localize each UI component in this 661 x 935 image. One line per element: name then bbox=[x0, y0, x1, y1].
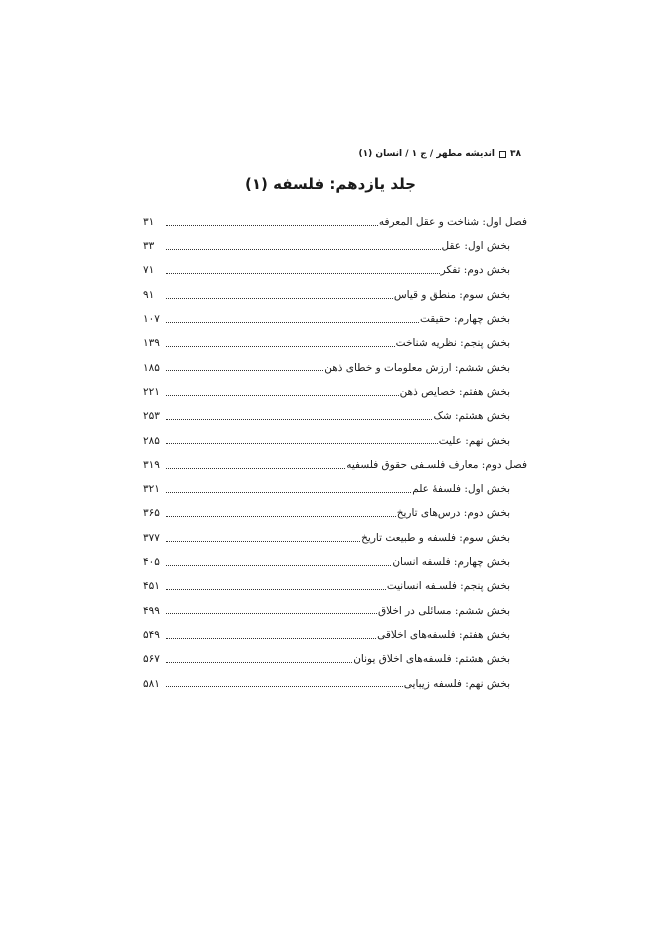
dot-leader bbox=[166, 249, 441, 250]
toc-entry-page-number: ۳۳ bbox=[143, 240, 155, 253]
toc-entry bbox=[143, 550, 527, 574]
dot-leader bbox=[166, 638, 376, 639]
toc-entry bbox=[143, 210, 527, 234]
toc-entry-title: بخش چهارم: حقیقت bbox=[420, 313, 510, 326]
dot-leader bbox=[166, 273, 440, 274]
dot-leader bbox=[166, 662, 352, 663]
toc-entry-title: بخش پنجم: نظریه شناخت bbox=[395, 337, 510, 350]
toc-entry-page-number: ۵۸۱ bbox=[143, 677, 160, 690]
toc-entry-page-number: ۲۵۳ bbox=[143, 410, 160, 423]
dot-leader bbox=[166, 589, 386, 590]
toc-entry bbox=[143, 623, 527, 647]
table-of-contents bbox=[143, 210, 527, 696]
toc-entry bbox=[143, 599, 527, 623]
toc-entry-page-number: ۵۴۹ bbox=[143, 628, 160, 641]
dot-leader bbox=[166, 492, 411, 493]
dot-leader bbox=[166, 541, 360, 542]
toc-entry-page-number: ۱۰۷ bbox=[143, 313, 160, 326]
dot-leader bbox=[166, 225, 378, 226]
toc-entry bbox=[143, 234, 527, 258]
toc-entry-title: بخش نهم: فلسفه زیبایی bbox=[403, 677, 510, 690]
toc-entry-page-number: ۷۱ bbox=[143, 264, 155, 277]
toc-entry bbox=[143, 283, 527, 307]
page-number: ۳۸ bbox=[510, 149, 521, 159]
toc-entry-page-number: ۲۸۵ bbox=[143, 434, 160, 447]
dot-leader bbox=[166, 565, 391, 566]
toc-entry bbox=[143, 380, 527, 404]
dot-leader bbox=[166, 468, 345, 469]
toc-entry-title: بخش ششم: ارزش معلومات و خطای ذهن bbox=[324, 361, 510, 374]
dot-leader bbox=[166, 686, 403, 687]
toc-entry bbox=[143, 404, 527, 428]
toc-entry-title: بخش ششم: مسائلی در اخلاق bbox=[377, 604, 510, 617]
toc-entry bbox=[143, 429, 527, 453]
toc-entry bbox=[143, 356, 527, 380]
toc-entry-page-number: ۹۱ bbox=[143, 288, 155, 301]
toc-entry-title: فصل اول: شناخت و عقل المعرفه bbox=[378, 215, 527, 228]
dot-leader bbox=[166, 516, 396, 517]
dot-leader bbox=[166, 613, 377, 614]
toc-entry-title: بخش دوم: تفکر bbox=[440, 264, 510, 277]
toc-entry-page-number: ۲۲۱ bbox=[143, 385, 160, 398]
toc-entry-title: بخش هفتم: خصایص ذهن bbox=[399, 385, 510, 398]
dot-leader bbox=[166, 298, 393, 299]
toc-entry-title: بخش اول: فلسفهٔ علم bbox=[412, 483, 510, 496]
dot-leader bbox=[166, 419, 432, 420]
toc-entry-title: بخش هفتم: فلسفه‌های اخلاقی bbox=[377, 628, 510, 641]
toc-entry bbox=[143, 647, 527, 671]
dot-leader bbox=[166, 370, 323, 371]
toc-entry bbox=[143, 259, 527, 283]
toc-entry-page-number: ۳۱۹ bbox=[143, 458, 160, 471]
toc-entry-title: بخش چهارم: فلسفه انسان bbox=[392, 556, 510, 569]
toc-entry-title: بخش سوم: منطق و قیاس bbox=[393, 288, 510, 301]
dot-leader bbox=[166, 322, 419, 323]
toc-entry-page-number: ۴۰۵ bbox=[143, 556, 160, 569]
toc-entry-page-number: ۴۵۱ bbox=[143, 580, 160, 593]
toc-entry bbox=[143, 502, 527, 526]
toc-entry-page-number: ۳۶۵ bbox=[143, 507, 160, 520]
toc-entry bbox=[143, 453, 527, 477]
toc-entry-page-number: ۳۲۱ bbox=[143, 483, 160, 496]
toc-entry-title: بخش هشتم: شک bbox=[433, 410, 510, 423]
square-bullet-icon bbox=[499, 151, 506, 158]
toc-entry-page-number: ۱۳۹ bbox=[143, 337, 160, 350]
toc-entry bbox=[143, 307, 527, 331]
dot-leader bbox=[166, 346, 395, 347]
toc-entry-page-number: ۳۱ bbox=[143, 215, 155, 228]
toc-entry-page-number: ۳۷۷ bbox=[143, 531, 160, 544]
running-head-title: اندیشه مطهر / ج ۱ / انسان (۱) bbox=[358, 149, 495, 159]
toc-entry-title: بخش سوم: فلسفه و طبیعت تاریخ bbox=[361, 531, 510, 544]
toc-entry-page-number: ۵۶۷ bbox=[143, 653, 160, 666]
volume-title: جلد یازدهم: فلسفه (۱) bbox=[245, 175, 416, 193]
toc-entry-page-number: ۱۸۵ bbox=[143, 361, 160, 374]
toc-entry-title: بخش نهم: علیت bbox=[438, 434, 510, 447]
toc-entry bbox=[143, 526, 527, 550]
dot-leader bbox=[166, 443, 438, 444]
toc-entry bbox=[143, 672, 527, 696]
toc-entry bbox=[143, 574, 527, 598]
toc-entry bbox=[143, 331, 527, 355]
toc-entry bbox=[143, 477, 527, 501]
toc-entry-title: فصل دوم: معارف فلسـفی حقوق فلسفیه bbox=[346, 458, 527, 471]
toc-entry-title: بخش پنجم: فلسـفه انسانیت bbox=[386, 580, 510, 593]
toc-entry-title: بخش دوم: درس‌های تاریخ bbox=[396, 507, 510, 520]
toc-entry-title: بخش اول: عقل bbox=[441, 240, 510, 253]
toc-entry-page-number: ۴۹۹ bbox=[143, 604, 160, 617]
running-head bbox=[121, 149, 521, 159]
toc-entry-title: بخش هشتم: فلسفه‌های اخلاق یونان bbox=[353, 653, 510, 666]
dot-leader bbox=[166, 395, 399, 396]
